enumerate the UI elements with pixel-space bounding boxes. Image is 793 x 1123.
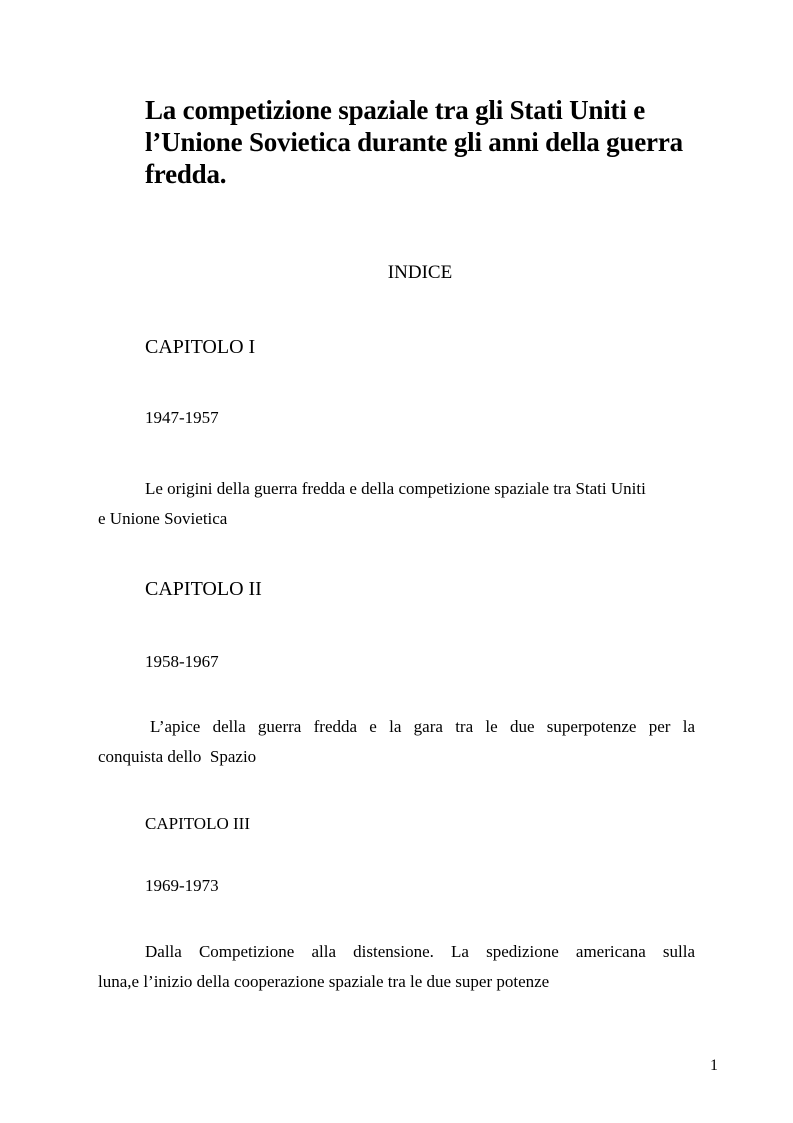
chapter-years-3: 1969-1973: [145, 876, 219, 895]
page-number: 1: [710, 1057, 718, 1074]
document-title: [145, 94, 685, 190]
chapter-years-2: 1958-1967: [145, 652, 219, 671]
chapter-heading-1: CAPITOLO I: [145, 336, 256, 358]
chapter-heading-3: CAPITOLO III: [145, 814, 250, 833]
chapter-description-line: e Unione Sovietica: [98, 509, 228, 528]
chapter-heading-2: CAPITOLO II: [145, 578, 262, 600]
chapter-years-1: 1947-1957: [145, 408, 219, 427]
document-title-line: l’Unione Sovietica durante gli anni della guerra: [145, 127, 683, 157]
document-title-line: fredda.: [145, 159, 227, 189]
chapter-description-line: Le origini della guerra fredda e della competizione spaziale tra Stati Uniti: [145, 479, 646, 498]
index-heading: INDICE: [387, 262, 453, 283]
chapter-description-3: [98, 937, 695, 997]
chapter-description-line: conquista dello Spazio: [98, 747, 257, 766]
chapter-description-line: L’apice della guerra fredda e la gara tra le due superpotenze per la: [150, 717, 695, 736]
document-title-line: La competizione spaziale tra gli Stati Uniti e: [145, 95, 645, 125]
chapter-description-2: [98, 712, 695, 772]
chapter-description-1: [98, 474, 695, 534]
chapter-description-line: luna,e l’inizio della cooperazione spaziale tra le due super potenze: [98, 972, 550, 991]
chapter-description-line: Dalla Competizione alla distensione. La spedizione americana sulla: [145, 942, 695, 961]
